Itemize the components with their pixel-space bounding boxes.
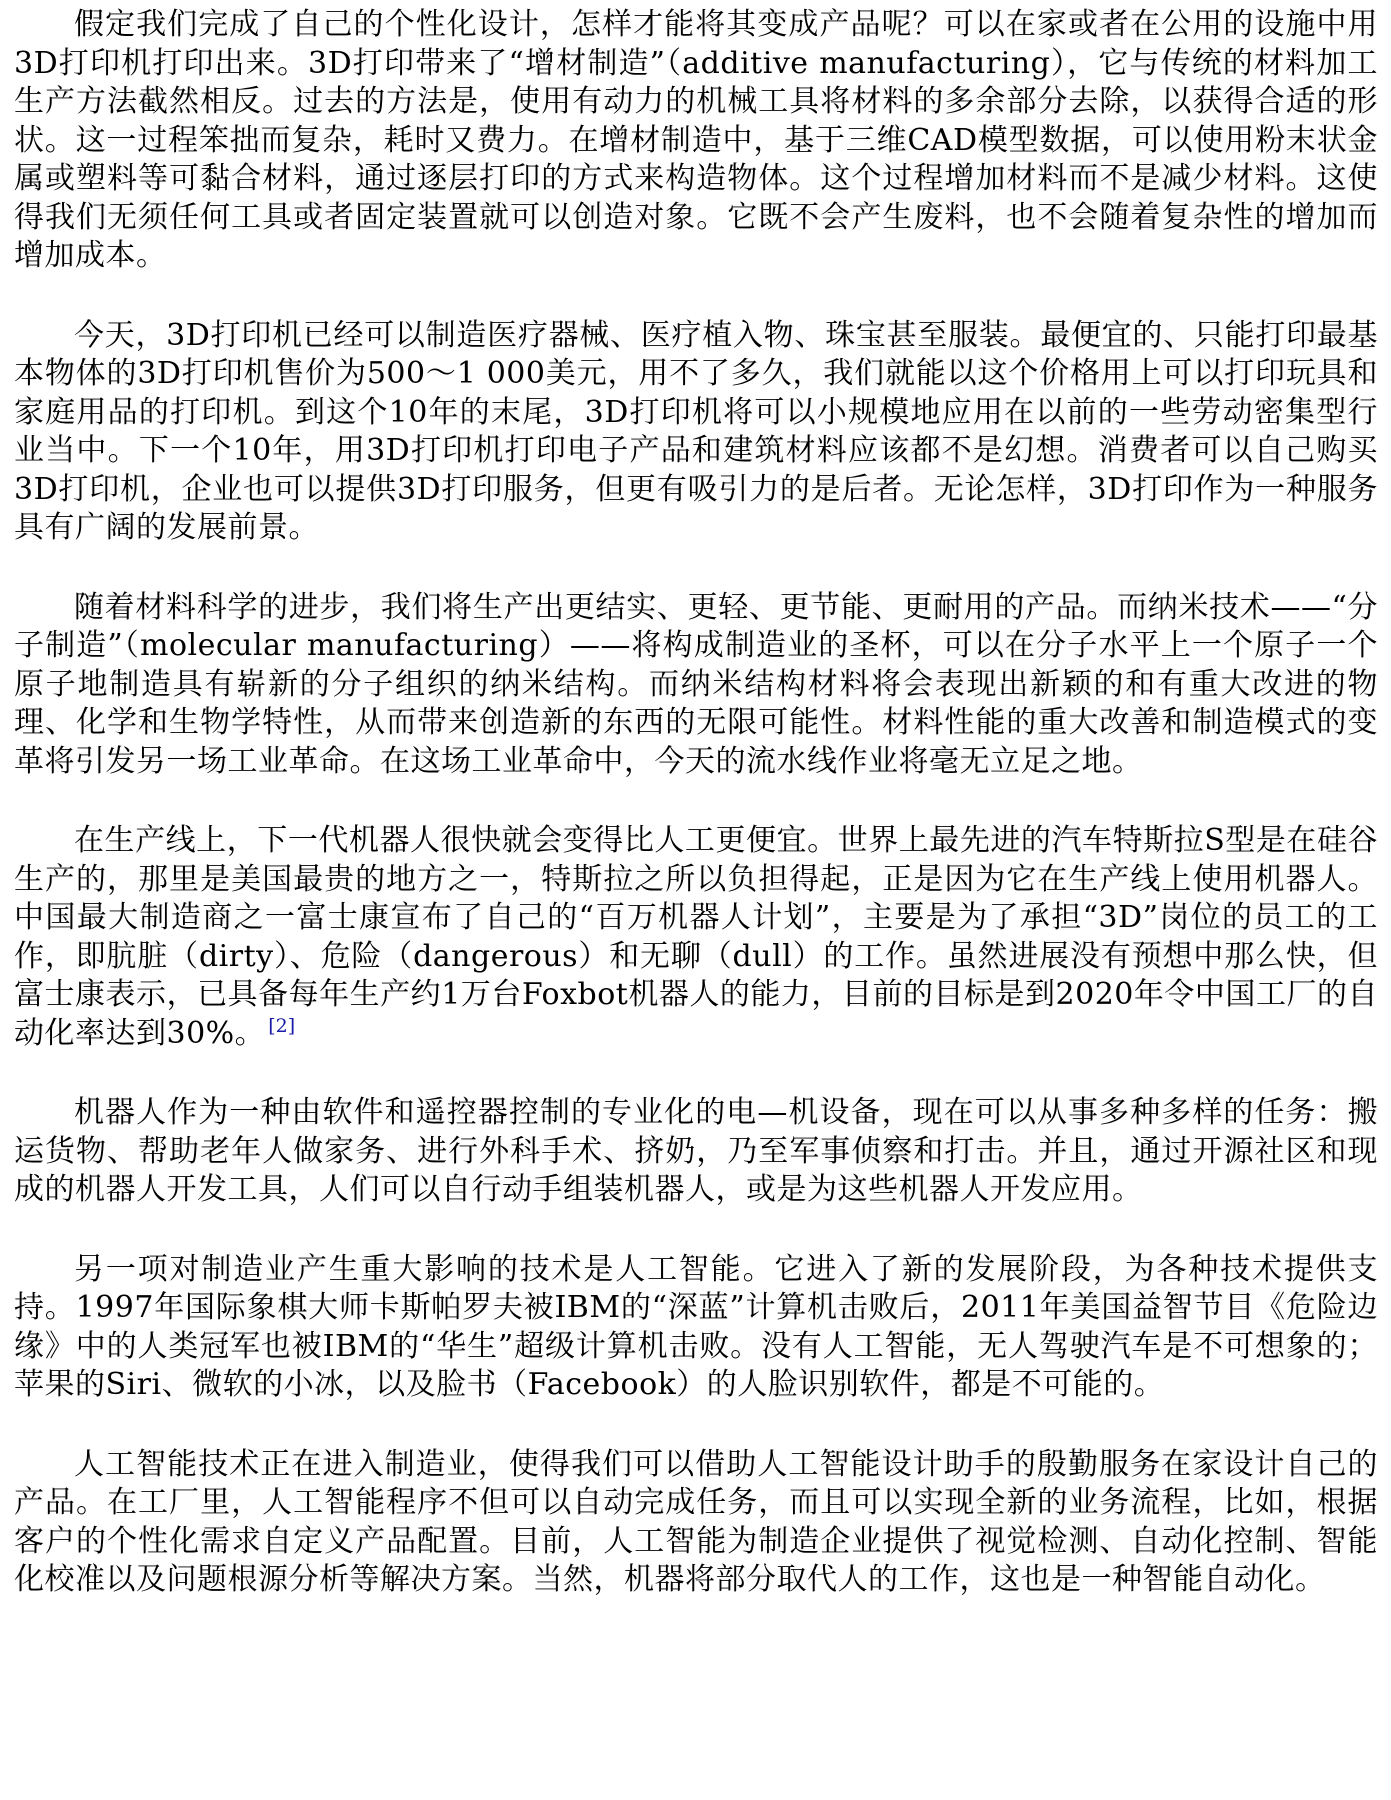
paragraph-3d-printing-today: 今天，3D打印机已经可以制造医疗器械、医疗植入物、珠宝甚至服装。最便宜的、只能打印最基本物体的3D打印机售价为500～1 000美元，用不了多久，我们就能以这个价格用上可以打印玩具和家庭用品的打印机。到这个10年的末尾，3D打印机将可以小规模地应用在以前的一些劳动密集型行业当中。下一个10年，用3D打印机打印电子产品和建筑材料应该都不是幻想。消费者可以自己购买3D打印机，企业也可以提供3D打印服务，但更有吸引力的是后者。无论怎样，3D打印作为一种服务具有广阔的发展前景。	[14, 317, 1378, 545]
document-page	[14, 6, 1378, 1600]
paragraph-ai-manufacturing: 人工智能技术正在进入制造业，使得我们可以借助人工智能设计助手的殷勤服务在家设计自己的产品。在工厂里，人工智能程序不但可以自动完成任务，而且可以实现全新的业务流程，比如，根据客户的个性化需求自定义产品配置。目前，人工智能为制造企业提供了视觉检测、自动化控制、智能化校准以及问题根源分析等解决方案。当然，机器将部分取代人的工作，这也是一种智能自动化。	[14, 1446, 1378, 1597]
footnote-link[interactable]: [2]	[268, 1014, 296, 1037]
paragraph-3d-printing-intro: 假定我们完成了自己的个性化设计，怎样才能将其变成产品呢？可以在家或者在公用的设施中用3D打印机打印出来。3D打印带来了“增材制造”（additive manufacturing），它与传统的材料加工生产方法截然相反。过去的方法是，使用有动力的机械工具将材料的多余部分去除，以获得合适的形状。这一过程笨拙而复杂，耗时又费力。在增材制造中，基于三维CAD模型数据，可以使用粉末状金属或塑料等可黏合材料，通过逐层打印的方式来构造物体。这个过程增加材料而不是减少材料。这使得我们无须任何工具或者固定装置就可以创造对象。它既不会产生废料，也不会随着复杂性的增加而增加成本。	[14, 7, 1378, 273]
paragraph-artificial-intelligence: 另一项对制造业产生重大影响的技术是人工智能。它进入了新的发展阶段，为各种技术提供支持。1997年国际象棋大师卡斯帕罗夫被IBM的“深蓝”计算机击败后，2011年美国益智节目《危险边缘》中的人类冠军也被IBM的“华生”超级计算机击败。没有人工智能，无人驾驶汽车是不可想象的；苹果的Siri、微软的小冰，以及脸书（Facebook）的人脸识别软件，都是不可能的。	[14, 1251, 1378, 1402]
paragraph-robots-tasks: 机器人作为一种由软件和遥控器控制的专业化的电—机设备，现在可以从事多种多样的任务：搬运货物、帮助老年人做家务、进行外科手术、挤奶，乃至军事侦察和打击。并且，通过开源社区和现成的机器人开发工具，人们可以自行动手组装机器人，或是为这些机器人开发应用。	[14, 1095, 1378, 1207]
paragraph-nanotech: 随着材料科学的进步，我们将生产出更结实、更轻、更节能、更耐用的产品。而纳米技术——“分子制造”（molecular manufacturing）——将构成制造业的圣杯，可以在分子水平上一个原子一个原子地制造具有崭新的分子组织的纳米结构。而纳米结构材料将会表现出新颖的和有重大改进的物理、化学和生物学特性，从而带来创造新的东西的无限可能性。材料性能的重大改善和制造模式的变革将引发另一场工业革命。在这场工业革命中，今天的流水线作业将毫无立足之地。	[14, 589, 1378, 779]
paragraph-robots-production	[14, 822, 1378, 1053]
paragraph-robots-production-text: 在生产线上，下一代机器人很快就会变得比人工更便宜。世界上最先进的汽车特斯拉S型是在硅谷生产的，那里是美国最贵的地方之一，特斯拉之所以负担得起，正是因为它在生产线上使用机器人。中国最大制造商之一富士康宣布了自己的“百万机器人计划”，主要是为了承担“3D”岗位的员工的工作，即肮脏（dirty）、危险（dangerous）和无聊（dull）的工作。虽然进展没有预想中那么快，但富士康表示，已具备每年生产约1万台Foxbot机器人的能力，目前的目标是到2020年令中国工厂的自动化率达到30%。	[14, 823, 1378, 1051]
